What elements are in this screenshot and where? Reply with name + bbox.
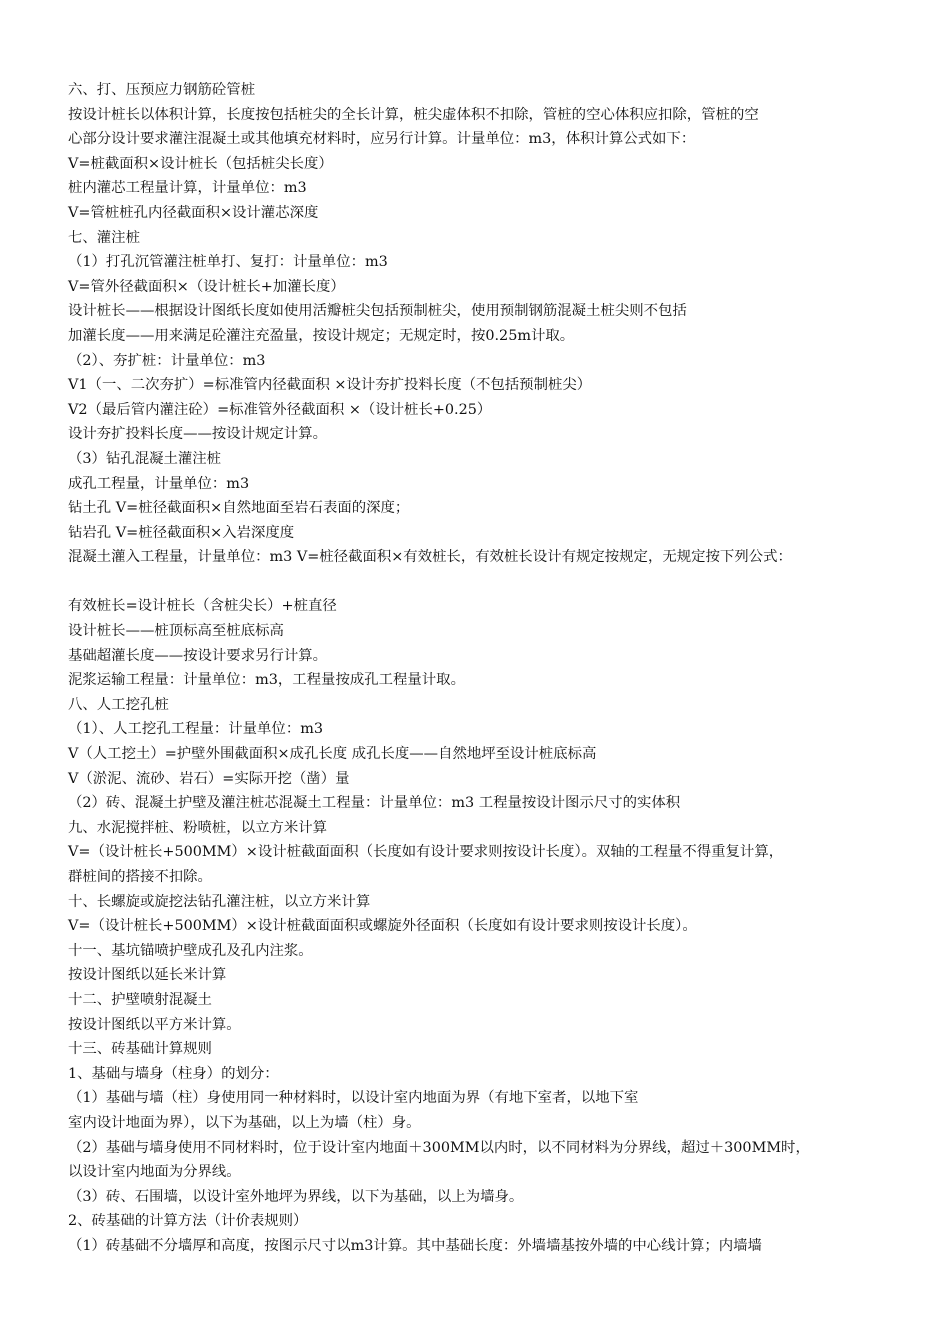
text-line: 有效桩长=设计桩长（含桩尖长）+桩直径 xyxy=(68,598,337,615)
text-line: 成孔工程量，计量单位：m3 xyxy=(68,475,250,492)
text-line: V（人工挖土）=护壁外围截面积×成孔长度 成孔长度——自然地坪至设计桩底标高 xyxy=(68,746,597,763)
text-line: （3）钻孔混凝土灌注桩 xyxy=(68,450,222,467)
text-line: V1（一、二次夯扩）=标准管内径截面积 ×设计夯扩投料长度（不包括预制桩尖） xyxy=(68,377,592,394)
text-line: 钻土孔 V=桩径截面积×自然地面至岩石表面的深度； xyxy=(68,500,410,517)
text-line: 按设计图纸以平方米计算。 xyxy=(68,1016,241,1033)
text-line: V=（设计桩长+500MM）×设计桩截面面积（长度如有设计要求则按设计长度）。双轴的工程量不得重复计算， xyxy=(68,844,784,861)
text-line: V=（设计桩长+500MM）×设计桩截面面积或螺旋外径面积（长度如有设计要求则按设计长度）。 xyxy=(68,918,697,935)
text-line: 九、水泥搅拌桩、粉喷桩，以立方米计算 xyxy=(68,819,328,836)
text-line: 十二、护壁喷射混凝土 xyxy=(68,991,212,1008)
text-line: 设计夯扩投料长度——按设计规定计算。 xyxy=(68,426,328,443)
text-line: 十三、砖基础计算规则 xyxy=(68,1041,212,1058)
text-line: 加灌长度——用来满足砼灌注充盈量，按设计规定；无规定时，按0.25m计取。 xyxy=(68,327,575,344)
text-line: （1）、人工挖孔工程量：计量单位：m3 xyxy=(68,721,324,738)
document-body xyxy=(68,78,898,1259)
text-line: 设计桩长——根据设计图纸长度如使用活瓣桩尖包括预制桩尖，使用预制钢筋混凝土桩尖则不包括 xyxy=(68,303,687,320)
text-line: 混凝土灌入工程量，计量单位：m3 V=桩径截面积×有效桩长，有效桩长设计有规定按规定，无规定按下列公式： xyxy=(68,549,792,566)
text-line: （1）砖基础不分墙厚和高度，按图示尺寸以m3计算。其中基础长度：外墙墙基按外墙的中心线计算；内墙墙 xyxy=(68,1237,762,1254)
text-line: 十、长螺旋或旋挖法钻孔灌注桩，以立方米计算 xyxy=(68,893,371,910)
text-line: V=管桩桩孔内径截面积×设计灌芯深度 xyxy=(68,204,319,221)
text-line: 六、打、压预应力钢筋砼管桩 xyxy=(68,82,256,98)
text-line: 室内设计地面为界），以下为基础，以上为墙（柱）身。 xyxy=(68,1114,421,1131)
text-line: （2）砖、混凝土护壁及灌注桩芯混凝土工程量：计量单位：m3 工程量按设计图示尺寸的实体积 xyxy=(68,795,681,812)
text-line: 桩内灌芯工程量计算，计量单位：m3 xyxy=(68,180,307,197)
text-line: （1）基础与墙（柱）身使用同一种材料时，以设计室内地面为界（有地下室者，以地下室 xyxy=(68,1090,639,1107)
text-line: V（淤泥、流砂、岩石）=实际开挖（凿）量 xyxy=(68,770,350,787)
text-line: （2）基础与墙身使用不同材料时，位于设计室内地面＋300MM以内时，以不同材料为分界线，超过＋300MM时， xyxy=(68,1139,810,1156)
text-line: 泥浆运输工程量：计量单位：m3，工程量按成孔工程量计取。 xyxy=(68,672,465,689)
text-line: 群桩间的搭接不扣除。 xyxy=(68,869,212,885)
text-line: 八、人工挖孔桩 xyxy=(68,696,169,713)
text-line: 设计桩长——桩顶标高至桩底标高 xyxy=(68,623,284,640)
text-line: V=管外径截面积×（设计桩长+加灌长度） xyxy=(68,278,345,295)
text-line: 按设计桩长以体积计算，长度按包括桩尖的全长计算，桩尖虚体积不扣除，管桩的空心体积应扣除，管桩的空 xyxy=(68,106,759,123)
text-line: V2（最后管内灌注砼）=标准管外径截面积 ×（设计桩长+0.25） xyxy=(68,401,492,418)
text-line: （2）、夯扩桩：计量单位：m3 xyxy=(68,352,266,369)
text-line: 基础超灌长度——按设计要求另行计算。 xyxy=(68,647,328,664)
text-line: 1、基础与墙身（柱身）的划分： xyxy=(68,1065,279,1082)
text-line: （1）打孔沉管灌注桩单打、复打：计量单位：m3 xyxy=(68,254,388,271)
text-line: 十一、基坑锚喷护壁成孔及孔内注浆。 xyxy=(68,942,313,959)
text-line: 2、砖基础的计算方法（计价表规则） xyxy=(68,1213,308,1230)
text-line: 钻岩孔 V=桩径截面积×入岩深度度 xyxy=(68,524,295,541)
text-line: 以设计室内地面为分界线。 xyxy=(68,1164,241,1181)
text-line: （3）砖、石围墙，以设计室外地坪为界线，以下为基础，以上为墙身。 xyxy=(68,1188,524,1205)
text-line: 按设计图纸以延长米计算 xyxy=(68,967,227,984)
text-line: 心部分设计要求灌注混凝土或其他填充材料时，应另行计算。计量单位：m3，体积计算公式如下： xyxy=(68,131,696,148)
text-line: V=桩截面积×设计桩长（包括桩尖长度） xyxy=(68,155,333,172)
text-line xyxy=(68,570,898,595)
text-line: 七、灌注桩 xyxy=(68,229,140,246)
